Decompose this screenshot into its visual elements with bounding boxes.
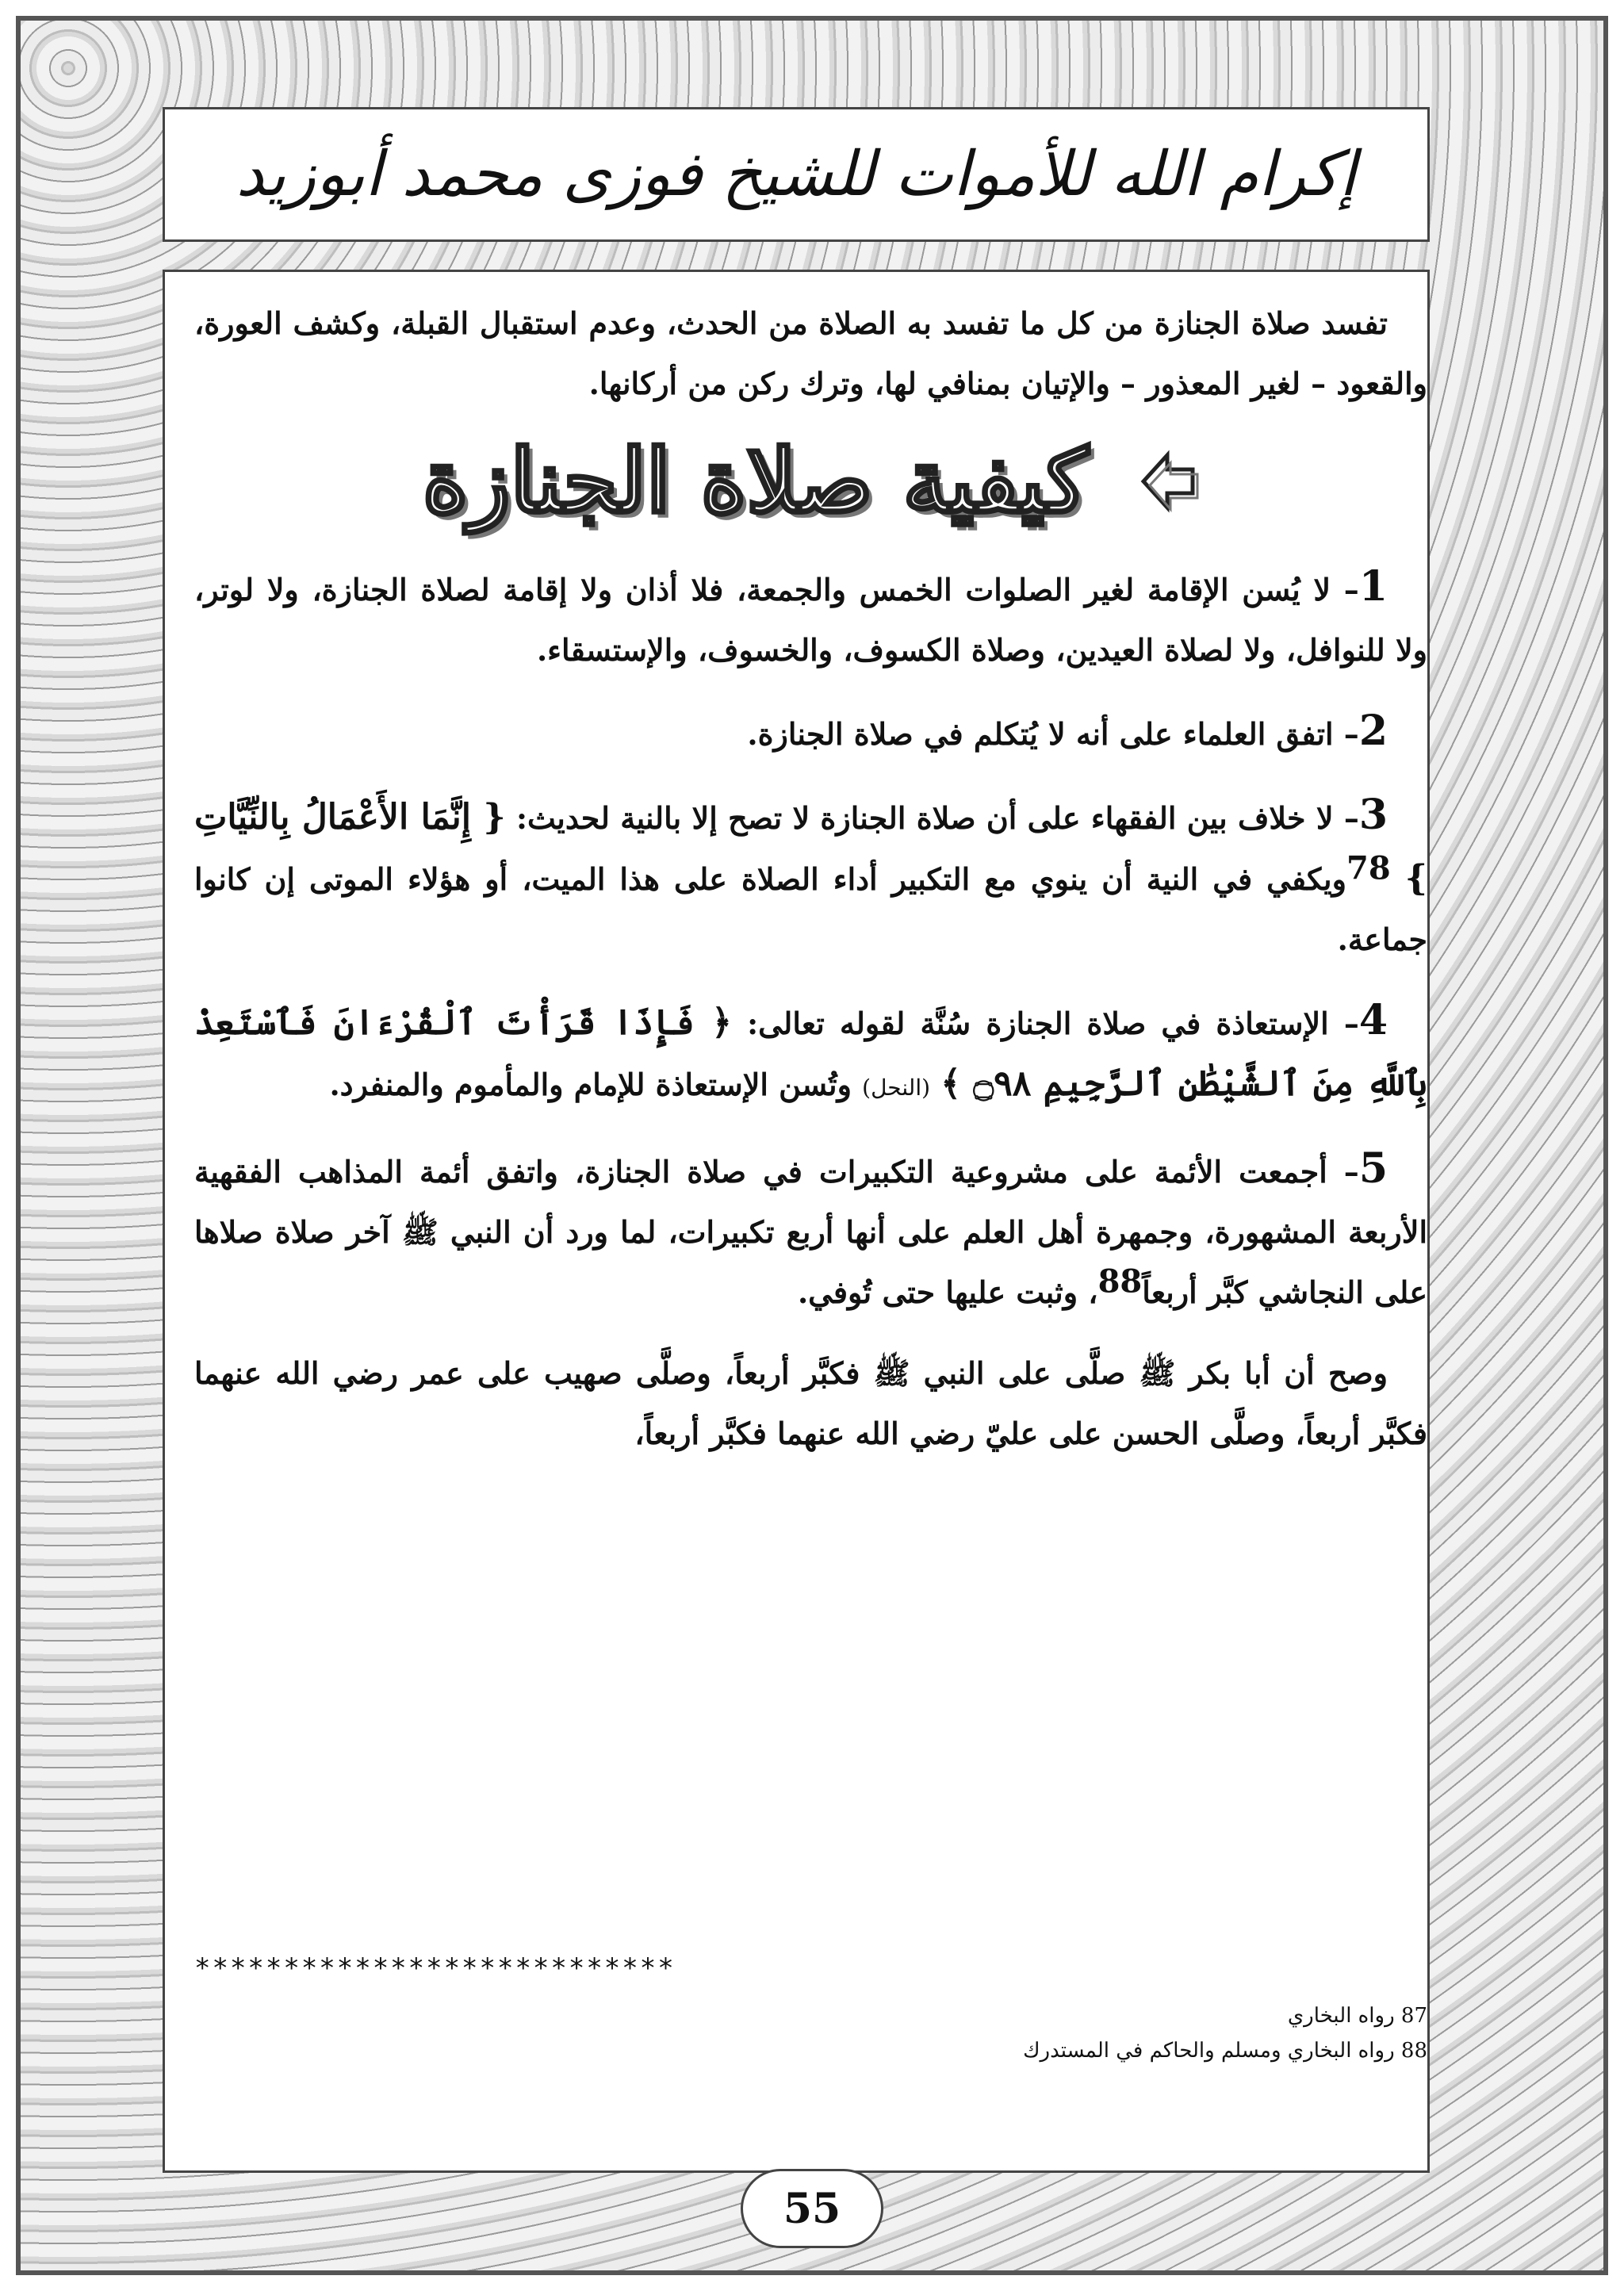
- footnote-separator: ***************************: [194, 1952, 676, 1984]
- footnote-ref[interactable]: 78: [1346, 849, 1391, 887]
- item-number: 1: [1358, 562, 1388, 611]
- item-text-continued: ، وثبت عليها حتى تُوفي.: [797, 1274, 1098, 1310]
- item-number: 2: [1358, 707, 1388, 755]
- item-text: – لا خلاف بين الفقهاء على أن صلاة الجنازة لا تصح إلا بالنية لحديث:: [515, 800, 1359, 836]
- list-item: [194, 1139, 1427, 1323]
- item-text: – أجمعت الأئمة على مشروعية التكبيرات في صلاة الجنازة، واتفق أئمة المذاهب الفقهية الأربعة المشهورة، وجمهرة أهل العلم على أنها أربع تكبيرات، لما ورد أن النبي ﷺ آخر صلاة صلاها على النجاشي كبَّر أربعاً: [194, 1154, 1427, 1310]
- main-text: [194, 293, 1427, 1485]
- closing-paragraph: وصح أن أبا بكر ﷺ صلَّى على النبي ﷺ فكبَّر أربعاً، وصلَّى صهيب على عمر رضي الله عنهما فكبَّر أربعاً، وصلَّى الحسن على عليّ رضي الله عنهما فكبَّر أربعاً،: [194, 1355, 1427, 1451]
- item-number: 4: [1358, 996, 1388, 1044]
- item-text: – الإستعاذة في صلاة الجنازة سُنَّة لقوله تعالى:: [747, 1006, 1359, 1041]
- item-number: 5: [1358, 1144, 1388, 1193]
- section-heading-row: [194, 430, 1427, 532]
- item-text: – اتفق العلماء على أنه لا يُتكلم في صلاة الجنازة.: [747, 716, 1359, 752]
- intro-paragraph: تفسد صلاة الجنازة من كل ما تفسد به الصلاة من الحدث، وعدم استقبال القبلة، وكشف العورة، والقعود – لغير المعذور – والإتيان بمنافي لها، وترك ركن من أركانها.: [194, 305, 1427, 401]
- title-banner: [163, 107, 1430, 242]
- page-title: إكرام الله للأموات للشيخ فوزى محمد أبوزيد: [236, 139, 1357, 210]
- list-item: [194, 701, 1427, 764]
- quran-verse: ﴿ فَإِذَا قَرَأْتَ ٱلْقُرْءَانَ فَٱسْتَعِذْ بِٱللَّهِ مِنَ ٱلشَّيْطَٰنِ ٱلرَّجِيمِ ۝٩٨ ﴾: [194, 1002, 1427, 1104]
- arrow-icon: [1136, 446, 1199, 517]
- item-text-continued: وتُسن الإستعاذة للإمام والمأموم والمنفرد.: [329, 1067, 852, 1102]
- list-item: [194, 990, 1427, 1118]
- surah-name: (النحل): [862, 1075, 931, 1101]
- footnote-ref[interactable]: 88: [1097, 1262, 1143, 1301]
- item-text-continued: ويكفي في النية أن ينوي مع التكبير أداء الصلاة على هذا الميت، أو هؤلاء الموتى إن كانوا جماعة.: [194, 861, 1427, 957]
- hadith-quote: { إِنَّمَا الأَعْمَالُ بِالنِّيَّاتِ }: [194, 797, 1427, 898]
- footnote: 88 رواه البخاري ومسلم والحاكم في المستدرك: [1023, 2039, 1427, 2063]
- list-item: [194, 785, 1427, 970]
- page-number-badge: [741, 2169, 883, 2248]
- page-number: 55: [783, 2184, 841, 2233]
- footnotes: [194, 1998, 1427, 2068]
- footnote: 87 رواه البخاري: [1287, 2004, 1427, 2028]
- list-item: [194, 557, 1427, 680]
- item-text: – لا يُسن الإقامة لغير الصلوات الخمس والجمعة، فلا أذان ولا إقامة لصلاة الجنازة، ولا لوتر، ولا للنوافل، ولا لصلاة العيدين، وصلاة الكسوف، والخسوف، والإستسقاء.: [194, 572, 1427, 668]
- item-number: 3: [1358, 791, 1388, 839]
- section-heading: كيفية صلاة الجنازة: [422, 430, 1089, 532]
